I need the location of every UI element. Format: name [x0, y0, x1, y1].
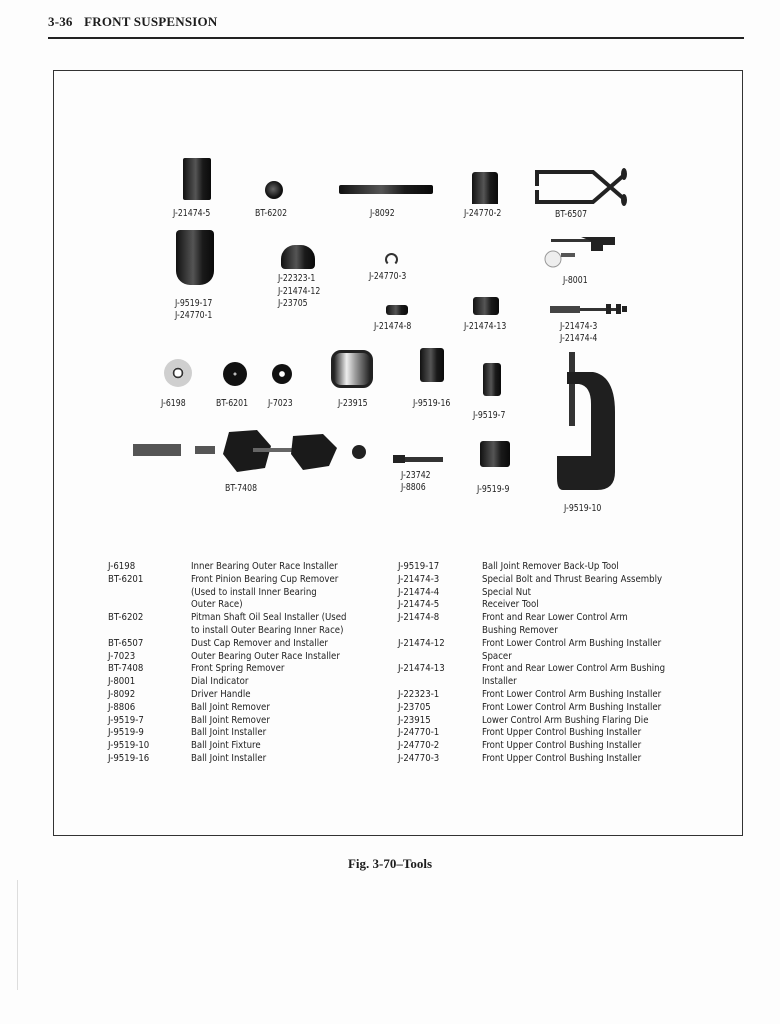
- legend-description: Pitman Shaft Oil Seal Installer (Used: [191, 612, 347, 624]
- legend-code: J-21474-4: [398, 586, 440, 598]
- legend-code: J-9519-17: [398, 561, 440, 572]
- legend-description: Ball Joint Remover Back-Up Tool: [482, 561, 619, 572]
- legend-description: Lower Control Arm Bushing Flaring Die: [482, 714, 649, 726]
- tool-label: J-24770-2: [464, 208, 502, 219]
- tool-label: J-21474-12: [278, 286, 321, 297]
- legend-description: Dial Indicator: [191, 676, 249, 688]
- legend-code: J-21474-3: [398, 573, 440, 585]
- legend-code: J-21474-5: [398, 599, 440, 611]
- tool-image-j9519-16: [420, 348, 444, 382]
- legend-description: Front Lower Control Arm Bushing Installer: [482, 637, 662, 649]
- legend-description: Bushing Remover: [482, 625, 558, 636]
- legend-description: Ball Joint Fixture: [191, 740, 261, 752]
- tool-image-j8001: [543, 237, 617, 269]
- legend-description: Ball Joint Remover: [191, 701, 270, 713]
- legend-code: J-21474-12: [398, 637, 445, 649]
- tool-label: J-21474-3: [560, 321, 598, 332]
- tool-label: J-22323-1: [278, 273, 316, 284]
- tool-label: J-8092: [370, 208, 395, 219]
- tool-label: J-9519-10: [564, 503, 602, 514]
- legend-code: J-9519-9: [108, 727, 144, 739]
- tool-image-j24770-3: [385, 253, 398, 266]
- page-header: [48, 14, 217, 30]
- legend-code: J-6198: [108, 561, 136, 572]
- figure-caption: Fig. 3-70–Tools: [347, 856, 433, 871]
- tool-label: J-21474-5: [173, 208, 211, 219]
- legend-description: Outer Race): [191, 599, 243, 611]
- tool-label: J-9519-9: [477, 484, 510, 495]
- legend-description: Front Pinion Bearing Cup Remover: [191, 573, 339, 585]
- legend-description: Special Bolt and Thrust Bearing Assembly: [482, 573, 663, 585]
- tool-image-j23742: [393, 449, 443, 459]
- legend-code: J-24770-2: [398, 740, 440, 752]
- tool-label: J-21474-8: [374, 321, 412, 332]
- legend-code: J-8001: [108, 676, 136, 688]
- legend-code: J-9519-7: [108, 714, 144, 726]
- page-number: 3-36: [48, 14, 73, 29]
- legend-description: Front Lower Control Arm Bushing Installer: [482, 689, 662, 700]
- legend-description: Special Nut: [482, 586, 531, 598]
- tool-label: BT-6201: [216, 398, 249, 409]
- tool-image-j21474-13: [473, 297, 499, 315]
- legend-description: Front Upper Control Bushing Installer: [482, 727, 642, 739]
- legend-description: Receiver Tool: [482, 599, 539, 611]
- legend-description: Front Lower Control Arm Bushing Installer: [482, 701, 662, 713]
- legend-description: Ball Joint Installer: [191, 753, 267, 764]
- tool-label: BT-7408: [225, 483, 258, 494]
- tool-image-j21474-8: [386, 305, 408, 315]
- tool-label: J-7023: [268, 398, 293, 409]
- legend-code: J-22323-1: [398, 689, 440, 700]
- legend-description: Front and Rear Lower Control Arm: [482, 612, 628, 624]
- tool-image-j9519-10: [557, 352, 617, 492]
- legend-code: J-7023: [108, 650, 136, 662]
- tool-image-j9519-9: [480, 441, 510, 467]
- legend-code: J-24770-3: [398, 753, 440, 764]
- tool-image-j9519-7: [483, 363, 501, 396]
- legend-code: J-23705: [398, 701, 431, 713]
- legend-code: J-8092: [108, 689, 136, 700]
- legend-code: BT-6202: [108, 612, 144, 624]
- tool-label: BT-6202: [255, 208, 288, 219]
- legend-description: (Used to install Inner Bearing: [191, 586, 317, 598]
- tool-label: J-24770-1: [175, 310, 213, 321]
- tool-label: J-23915: [338, 398, 368, 409]
- tool-image-bt6507: [533, 168, 629, 206]
- tool-label: J-9519-17: [175, 298, 213, 309]
- header-rule: [48, 37, 744, 39]
- tool-image-bt7408: [133, 428, 369, 474]
- legend-code: BT-6201: [108, 573, 144, 585]
- tool-label: J-21474-4: [560, 333, 598, 344]
- legend-code: J-21474-13: [398, 663, 445, 675]
- scan-margin-mark: [17, 880, 18, 990]
- legend-code: BT-6507: [108, 637, 144, 649]
- legend-description: Front and Rear Lower Control Arm Bushing: [482, 663, 666, 675]
- legend-description: Outer Bearing Outer Race Installer: [191, 650, 340, 662]
- legend-description: Ball Joint Remover: [191, 714, 270, 726]
- tool-label: J-8001: [563, 275, 588, 286]
- legend-description: Driver Handle: [191, 689, 251, 700]
- tool-image-j24770-2: [472, 172, 498, 204]
- legend-code: BT-7408: [108, 663, 144, 675]
- section-title: FRONT SUSPENSION: [84, 14, 218, 29]
- tool-label: J-23742: [401, 470, 431, 481]
- legend-description: Dust Cap Remover and Installer: [191, 637, 328, 649]
- tool-image-j9519-17: [176, 230, 214, 285]
- tool-label: J-6198: [161, 398, 186, 409]
- tool-image-bt6201: [223, 362, 247, 386]
- tool-label: J-8806: [401, 482, 426, 493]
- legend-description: Front Upper Control Bushing Installer: [482, 740, 642, 752]
- tool-image-j8092: [339, 185, 433, 194]
- tool-label: BT-6507: [555, 209, 588, 220]
- tool-image-bt6202: [265, 181, 283, 199]
- tool-label: J-24770-3: [369, 271, 407, 282]
- tool-image-j21474-3: [550, 299, 628, 309]
- tool-label: J-9519-16: [413, 398, 451, 409]
- tool-label: J-21474-13: [464, 321, 507, 332]
- legend-code: J-9519-16: [108, 753, 150, 764]
- tool-image-j22323-1: [281, 245, 315, 269]
- legend-code: J-9519-10: [108, 740, 150, 752]
- tool-image-j7023: [272, 364, 292, 384]
- legend-code: J-24770-1: [398, 727, 440, 739]
- legend-description: Ball Joint Installer: [191, 727, 267, 739]
- legend-description: Inner Bearing Outer Race Installer: [191, 561, 338, 572]
- legend-description: Installer: [482, 676, 517, 688]
- legend-description: Spacer: [482, 650, 512, 662]
- tool-image-j23915: [331, 350, 373, 388]
- legend-description: Front Upper Control Bushing Installer: [482, 753, 642, 764]
- legend-code: J-21474-8: [398, 612, 440, 624]
- legend-description: Front Spring Remover: [191, 663, 285, 675]
- tool-label: J-9519-7: [473, 410, 506, 421]
- tool-image-j6198: [164, 359, 192, 387]
- tool-label: J-23705: [278, 298, 308, 309]
- legend-code: J-8806: [108, 701, 136, 713]
- legend-description: to install Outer Bearing Inner Race): [191, 625, 344, 636]
- legend-code: J-23915: [398, 714, 431, 726]
- tool-image-j21474-5: [183, 158, 211, 200]
